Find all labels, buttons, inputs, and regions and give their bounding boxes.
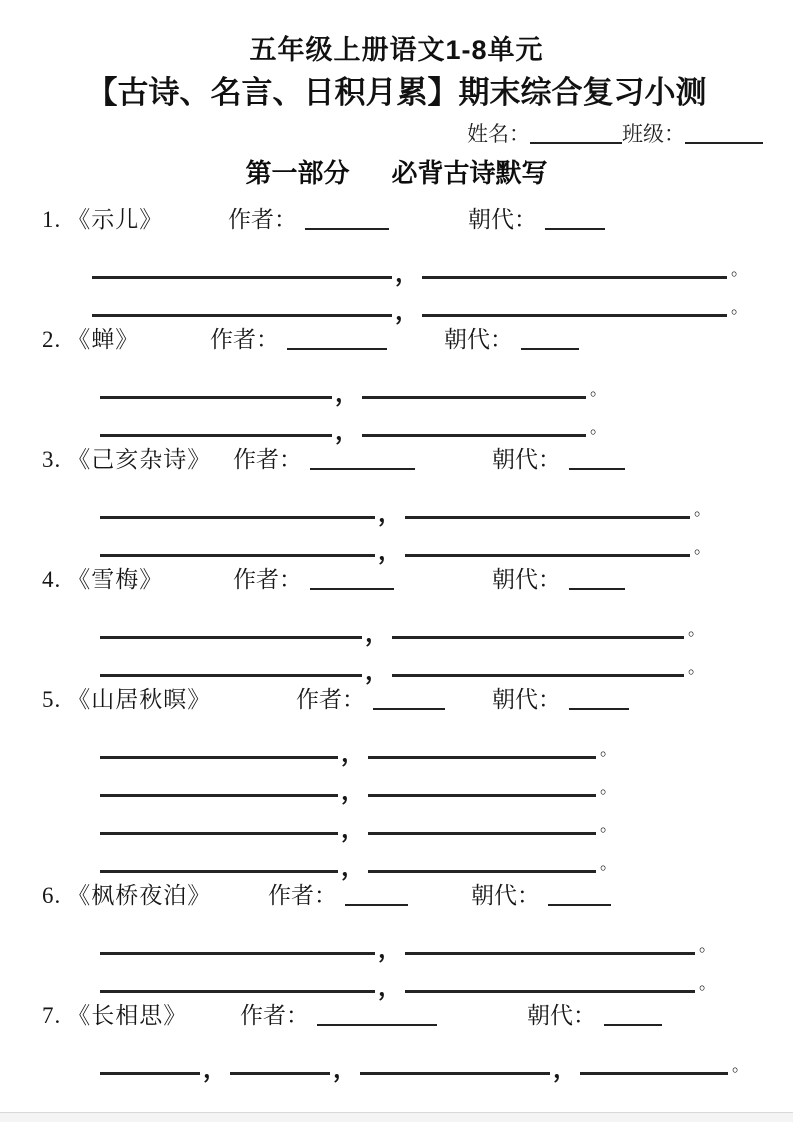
poem-item — [0, 881, 793, 1001]
comma-mark: ， — [335, 380, 359, 407]
author-label: 作者： — [268, 883, 337, 908]
item-number-title — [42, 1001, 187, 1031]
comma-mark: ， — [335, 418, 359, 445]
answer-blank — [422, 314, 727, 317]
answer-blank — [368, 870, 596, 873]
poem-items — [0, 205, 793, 1083]
poem-line — [0, 925, 793, 963]
dynasty-label: 朝代： — [468, 207, 537, 232]
poem-item — [0, 205, 793, 325]
item-title: 《己亥杂诗》 — [67, 447, 212, 472]
answer-blank — [368, 756, 596, 759]
dynasty-label: 朝代： — [444, 327, 513, 352]
period-mark: 。 — [688, 657, 705, 677]
poem-item — [0, 325, 793, 445]
comma-mark: ， — [378, 974, 402, 1001]
poem-item-header — [0, 445, 793, 475]
dynasty-field — [492, 445, 625, 475]
dynasty-blank — [569, 468, 625, 470]
answer-blank — [392, 674, 684, 677]
answer-blank — [405, 990, 695, 993]
answer-blank — [100, 516, 375, 519]
answer-blank — [368, 832, 596, 835]
dynasty-field — [492, 565, 625, 595]
dynasty-blank — [604, 1024, 662, 1026]
period-mark: 。 — [590, 417, 607, 437]
poem-line — [0, 249, 793, 287]
dynasty-label: 朝代： — [492, 687, 561, 712]
item-title: 《雪梅》 — [67, 567, 164, 592]
answer-blank — [100, 636, 362, 639]
answer-blank — [362, 434, 586, 437]
item-number: 1. — [42, 207, 62, 232]
poem-item — [0, 1001, 793, 1083]
dynasty-field — [468, 205, 605, 235]
poem-item-header — [0, 325, 793, 355]
author-label: 作者： — [240, 1003, 309, 1028]
answer-blank — [362, 396, 586, 399]
poem-line — [0, 287, 793, 325]
item-number-title — [42, 685, 211, 715]
author-blank — [305, 228, 389, 230]
section-heading — [0, 157, 793, 189]
answer-blank — [100, 952, 375, 955]
answer-blank — [100, 990, 375, 993]
dynasty-blank — [548, 904, 611, 906]
comma-mark: ， — [203, 1056, 227, 1083]
answer-blank — [360, 1072, 550, 1075]
class-blank — [685, 142, 763, 144]
item-number: 5. — [42, 687, 62, 712]
poem-line — [0, 489, 793, 527]
author-label: 作者： — [296, 687, 365, 712]
answer-blank — [405, 554, 690, 557]
section-title: 必背古诗默写 — [391, 158, 548, 188]
dynasty-label: 朝代： — [471, 883, 540, 908]
item-number: 3. — [42, 447, 62, 472]
answer-blank — [405, 516, 690, 519]
page-bottom-edge — [0, 1112, 793, 1122]
author-blank — [317, 1024, 437, 1026]
dynasty-field — [444, 325, 579, 355]
poem-line — [0, 369, 793, 407]
answer-blank — [92, 276, 392, 279]
comma-mark: ， — [341, 778, 365, 805]
poem-line — [0, 407, 793, 445]
name-class-line — [0, 118, 793, 148]
poem-item-header — [0, 565, 793, 595]
answer-blank — [100, 434, 332, 437]
period-mark: 。 — [600, 815, 617, 835]
author-blank — [287, 348, 387, 350]
author-label: 作者： — [233, 567, 302, 592]
comma-mark: ， — [378, 500, 402, 527]
item-title: 《示儿》 — [67, 207, 164, 232]
author-label: 作者： — [210, 327, 279, 352]
name-label: 姓名： — [467, 122, 530, 146]
author-field — [240, 1001, 437, 1031]
answer-blank — [392, 636, 684, 639]
author-blank — [373, 708, 445, 710]
comma-mark: ， — [553, 1056, 577, 1083]
period-mark: 。 — [600, 777, 617, 797]
period-mark: 。 — [600, 853, 617, 873]
item-number: 6. — [42, 883, 62, 908]
answer-blank — [100, 870, 338, 873]
poem-item — [0, 565, 793, 685]
item-number-title — [42, 205, 163, 235]
poem-item-header — [0, 881, 793, 911]
answer-blank — [100, 396, 332, 399]
item-number-title — [42, 445, 211, 475]
dynasty-field — [492, 685, 629, 715]
item-number-title — [42, 325, 139, 355]
poem-item-header — [0, 205, 793, 235]
period-mark: 。 — [731, 297, 748, 317]
author-label: 作者： — [233, 447, 302, 472]
class-label: 班级： — [622, 122, 685, 146]
poem-line — [0, 805, 793, 843]
answer-blank — [405, 952, 695, 955]
answer-blank — [422, 276, 727, 279]
item-title: 《山居秋暝》 — [67, 687, 212, 712]
answer-blank — [100, 674, 362, 677]
comma-mark: ， — [365, 658, 389, 685]
poem-item — [0, 685, 793, 881]
period-mark: 。 — [699, 973, 716, 993]
period-mark: 。 — [590, 379, 607, 399]
doc-subtitle: 【古诗、名言、日积月累】期末综合复习小测 — [86, 75, 707, 110]
poem-line — [0, 609, 793, 647]
answer-blank — [100, 756, 338, 759]
comma-mark: ， — [333, 1056, 357, 1083]
author-field — [210, 325, 387, 355]
poem-line — [0, 963, 793, 1001]
answer-blank — [100, 832, 338, 835]
item-title: 《枫桥夜泊》 — [67, 883, 212, 908]
author-label: 作者： — [228, 207, 297, 232]
answer-blank — [580, 1072, 728, 1075]
author-field — [268, 881, 408, 911]
name-blank — [530, 142, 622, 144]
comma-mark: ， — [395, 298, 419, 325]
author-blank — [310, 468, 415, 470]
poem-line — [0, 1045, 793, 1083]
dynasty-blank — [521, 348, 579, 350]
poem-item — [0, 445, 793, 565]
answer-blank — [100, 1072, 200, 1075]
dynasty-label: 朝代： — [492, 567, 561, 592]
dynasty-blank — [569, 708, 629, 710]
item-number-title — [42, 565, 163, 595]
doc-title: 五年级上册语文1-8单元 — [249, 35, 544, 65]
poem-line — [0, 729, 793, 767]
dynasty-field — [527, 1001, 662, 1031]
period-mark: 。 — [688, 619, 705, 639]
dynasty-label: 朝代： — [527, 1003, 596, 1028]
poem-line — [0, 767, 793, 805]
comma-mark: ， — [378, 538, 402, 565]
period-mark: 。 — [699, 935, 716, 955]
answer-blank — [92, 314, 392, 317]
dynasty-blank — [545, 228, 605, 230]
item-title: 《长相思》 — [67, 1003, 188, 1028]
item-number: 7. — [42, 1003, 62, 1028]
poem-item-header — [0, 685, 793, 715]
author-blank — [345, 904, 408, 906]
period-mark: 。 — [732, 1055, 749, 1075]
period-mark: 。 — [731, 259, 748, 279]
poem-line — [0, 647, 793, 685]
poem-line — [0, 527, 793, 565]
period-mark: 。 — [600, 739, 617, 759]
author-blank — [310, 588, 394, 590]
comma-mark: ， — [395, 260, 419, 287]
answer-blank — [368, 794, 596, 797]
item-number-title — [42, 881, 211, 911]
answer-blank — [100, 554, 375, 557]
comma-mark: ， — [341, 854, 365, 881]
comma-mark: ， — [378, 936, 402, 963]
poem-item-header — [0, 1001, 793, 1031]
item-number: 2. — [42, 327, 62, 352]
dynasty-field — [471, 881, 611, 911]
item-title: 《蝉》 — [67, 327, 140, 352]
comma-mark: ， — [365, 620, 389, 647]
answer-blank — [230, 1072, 330, 1075]
dynasty-label: 朝代： — [492, 447, 561, 472]
item-number: 4. — [42, 567, 62, 592]
answer-blank — [100, 794, 338, 797]
comma-mark: ， — [341, 740, 365, 767]
section-number: 第一部分 — [245, 158, 350, 188]
author-field — [296, 685, 445, 715]
dynasty-blank — [569, 588, 625, 590]
author-field — [233, 445, 415, 475]
poem-line — [0, 843, 793, 881]
period-mark: 。 — [694, 537, 711, 557]
author-field — [233, 565, 394, 595]
author-field — [228, 205, 389, 235]
period-mark: 。 — [694, 499, 711, 519]
comma-mark: ， — [341, 816, 365, 843]
